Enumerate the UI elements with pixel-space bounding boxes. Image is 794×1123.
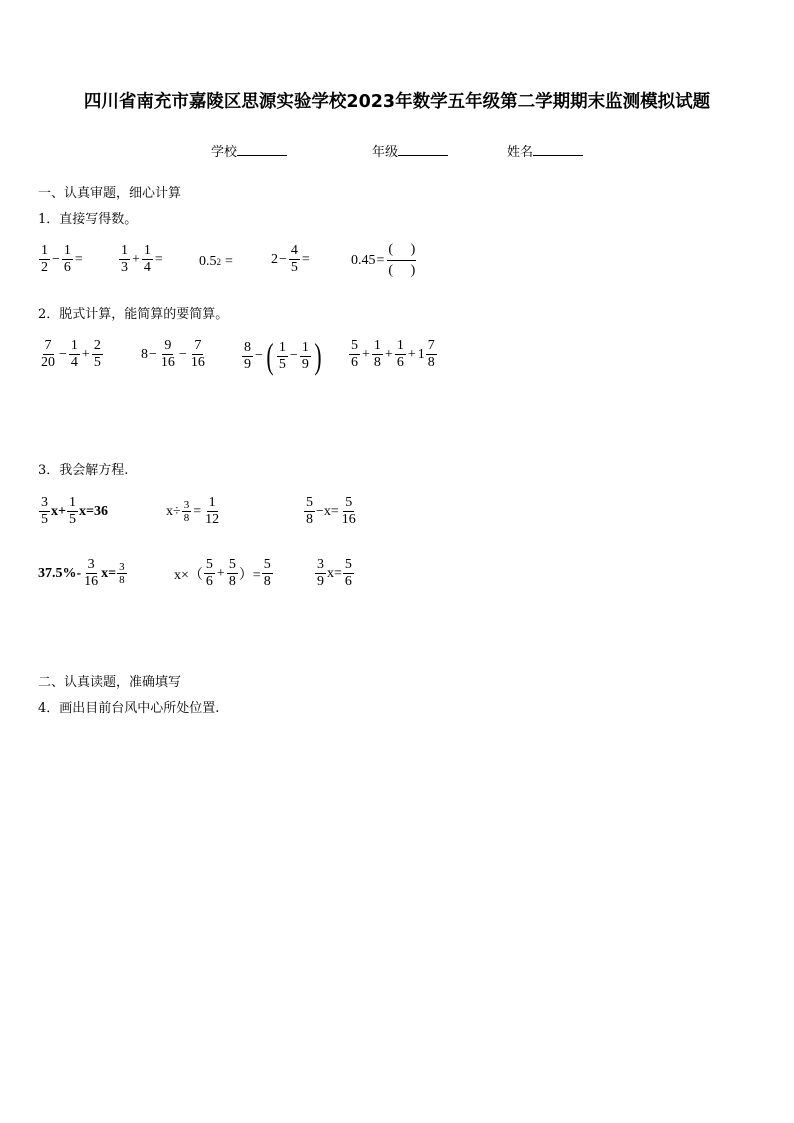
q3-eq-4 — [38, 557, 128, 590]
q3e5-op: + — [216, 565, 225, 581]
q2e1-c-den: 5 — [93, 355, 101, 370]
q2-label: 2．脱式计算，能简算的要简算。 — [38, 307, 229, 322]
q1e5-answer-top: ( ) — [387, 240, 416, 261]
q1e1-op: − — [52, 251, 60, 267]
q2-expr-1 — [38, 338, 104, 371]
q2e3-c-den: 9 — [301, 356, 309, 372]
q2e2-c-den: 16 — [190, 355, 205, 370]
q3e1-x1: x+ — [51, 503, 66, 519]
q3e6-b-den: 6 — [344, 574, 352, 589]
q2e3-b-den: 5 — [278, 356, 286, 372]
page-title: 四川省南充市嘉陵区思源实验学校2023年数学五年级第二学期期末监测模拟试题 — [83, 92, 711, 112]
q1-expr-4 — [271, 243, 311, 276]
q2e1-b-num: 1 — [70, 338, 78, 353]
q3e3-b-den: 16 — [341, 512, 356, 527]
q1-expr-3 — [199, 254, 234, 270]
q2e4-c-num: 1 — [396, 338, 404, 353]
q3e3-a-den: 8 — [306, 512, 313, 527]
q2e2-op2: − — [178, 346, 187, 362]
q2e2-c-num: 7 — [194, 338, 202, 353]
q3-eq-5 — [174, 557, 274, 590]
q3e3-a-num: 5 — [306, 495, 313, 510]
q2e2-whole: 8 — [141, 346, 148, 362]
q2e1-a-den: 20 — [41, 355, 55, 370]
q1e1-b-den: 6 — [63, 260, 71, 275]
q1e2-a-den: 3 — [121, 260, 128, 275]
q3e6-a-den: 9 — [317, 574, 324, 589]
q3e1-rest: x=36 — [78, 503, 108, 519]
q1e1-a-num: 1 — [41, 243, 48, 258]
q1-expr-2 — [118, 243, 164, 276]
q3e1-b-num: 1 — [68, 495, 76, 510]
q3e2-pre: x÷ — [166, 503, 181, 519]
q3e6-a-num: 3 — [317, 557, 324, 572]
q1e1-b-num: 1 — [63, 243, 71, 258]
q2e4-c-den: 6 — [396, 355, 404, 370]
q2e4-mixed-num: 7 — [427, 338, 435, 353]
q3e5-mid: ）= — [238, 567, 261, 583]
q2e3-a-num: 8 — [244, 339, 251, 355]
q1e1-a-den: 2 — [41, 260, 48, 275]
q1e2-b-num: 1 — [143, 243, 151, 258]
q3e2-a-num: 3 — [183, 499, 190, 511]
q3e5-a-den: 6 — [205, 574, 213, 589]
q3e5-b-den: 8 — [228, 574, 236, 589]
q3e5-b-num: 5 — [228, 557, 236, 572]
q3e5-pre: x×（ — [174, 567, 203, 583]
grade-field — [372, 141, 448, 160]
school-label: 学校 — [211, 145, 238, 160]
q3-eq-2 — [166, 495, 222, 528]
q2e2-b-num: 9 — [164, 338, 172, 353]
q1e5-val: 0.45 — [351, 252, 376, 268]
q1e4-whole: 2 — [271, 251, 278, 267]
grade-label: 年级 — [372, 145, 399, 160]
q2-expr-2 — [141, 338, 208, 371]
q2e1-op1: − — [59, 346, 67, 362]
q2e3-b-num: 1 — [278, 339, 286, 355]
q1e3-exp: 2 — [216, 257, 221, 267]
q3e5-a-num: 5 — [205, 557, 213, 572]
q4-label: 4．画出目前台风中心所处位置. — [38, 701, 220, 716]
q2e2-b-den: 16 — [160, 355, 175, 370]
grade-blank — [398, 144, 448, 156]
q3e5-c-num: 5 — [263, 557, 271, 572]
q1e2-b-den: 4 — [143, 260, 151, 275]
q3-eq-1 — [38, 495, 108, 528]
q1e5-eq: = — [376, 252, 385, 268]
q1e4-op: − — [279, 251, 287, 267]
q3e3-b-num: 5 — [345, 495, 353, 510]
q3e2-b-num: 1 — [208, 495, 216, 510]
q2e1-c-num: 2 — [93, 338, 101, 353]
q2e4-op2: + — [384, 346, 393, 362]
q1-label: 1．直接写得数。 — [38, 212, 138, 227]
q3e3-mid: −x= — [316, 503, 339, 519]
q2e2-op1: − — [149, 346, 157, 362]
q2-expr-4 — [348, 338, 438, 371]
q1-expr-1 — [38, 243, 84, 276]
q3-eq-3 — [303, 495, 359, 528]
q2e4-mixed-whole: 1 — [417, 346, 425, 362]
q2e4-op3: + — [407, 346, 416, 362]
q2e1-b-den: 4 — [70, 355, 78, 370]
q2e4-b-num: 1 — [373, 338, 381, 353]
q1e2-eq: = — [154, 251, 163, 267]
q3e1-a-num: 3 — [41, 495, 48, 510]
q2e4-b-den: 8 — [373, 355, 381, 370]
q1e4-b-num: 4 — [290, 243, 298, 258]
q1e3-base: 0.5 — [199, 254, 217, 269]
q2e3-a-den: 9 — [244, 356, 251, 372]
q3e4-mid: x= — [101, 565, 117, 581]
q3e4-b-num: 3 — [119, 561, 125, 573]
q3e1-b-den: 5 — [68, 512, 76, 527]
q2e1-a-num: 7 — [44, 338, 52, 353]
q1e5-answer-bottom: ( ) — [388, 263, 416, 278]
q3e4-pre: 37.5%- — [38, 565, 82, 581]
q3e2-a-den: 8 — [183, 512, 190, 524]
q3e1-a-den: 5 — [41, 512, 48, 527]
q1e3-eq: = — [225, 254, 233, 269]
section2-heading: 二、认真读题，准确填写 — [38, 675, 182, 690]
name-label: 姓名 — [507, 145, 534, 160]
q2e4-mixed-den: 8 — [427, 355, 435, 370]
q3-label: 3．我会解方程. — [38, 463, 129, 478]
school-blank — [237, 144, 287, 156]
q2e3-close-paren: ) — [314, 336, 322, 376]
q2e1-op2: + — [81, 346, 90, 362]
q3-eq-6 — [314, 557, 355, 590]
school-field — [211, 141, 287, 160]
q3e5-c-den: 8 — [263, 574, 271, 589]
q2e3-c-num: 1 — [301, 339, 309, 355]
q3e4-a-den: 16 — [84, 574, 99, 589]
q1e2-op: + — [132, 251, 140, 267]
q1e4-eq: = — [301, 251, 310, 267]
q2e4-a-den: 6 — [351, 355, 358, 370]
q2e3-op2: − — [289, 348, 298, 363]
q3e4-b-den: 8 — [119, 574, 125, 586]
section1-heading: 一、认真审题，细心计算 — [38, 186, 182, 201]
q2e3-op1: − — [255, 348, 263, 363]
q1e2-a-num: 1 — [121, 243, 128, 258]
q1-expr-5 — [351, 240, 416, 281]
q3e6-b-num: 5 — [344, 557, 352, 572]
q3e2-eq: = — [193, 503, 202, 519]
q2-expr-3 — [241, 338, 324, 374]
q2e4-a-num: 5 — [351, 338, 358, 353]
q2e4-op1: + — [362, 346, 370, 362]
q3e4-a-num: 3 — [87, 557, 95, 572]
name-blank — [533, 144, 583, 156]
q1e4-b-den: 5 — [290, 260, 298, 275]
q3e2-b-den: 12 — [205, 512, 220, 527]
q2e3-open-paren: ( — [266, 336, 274, 376]
q1e1-eq: = — [74, 251, 83, 267]
q3e6-mid: x= — [327, 565, 342, 581]
name-field — [507, 141, 583, 160]
